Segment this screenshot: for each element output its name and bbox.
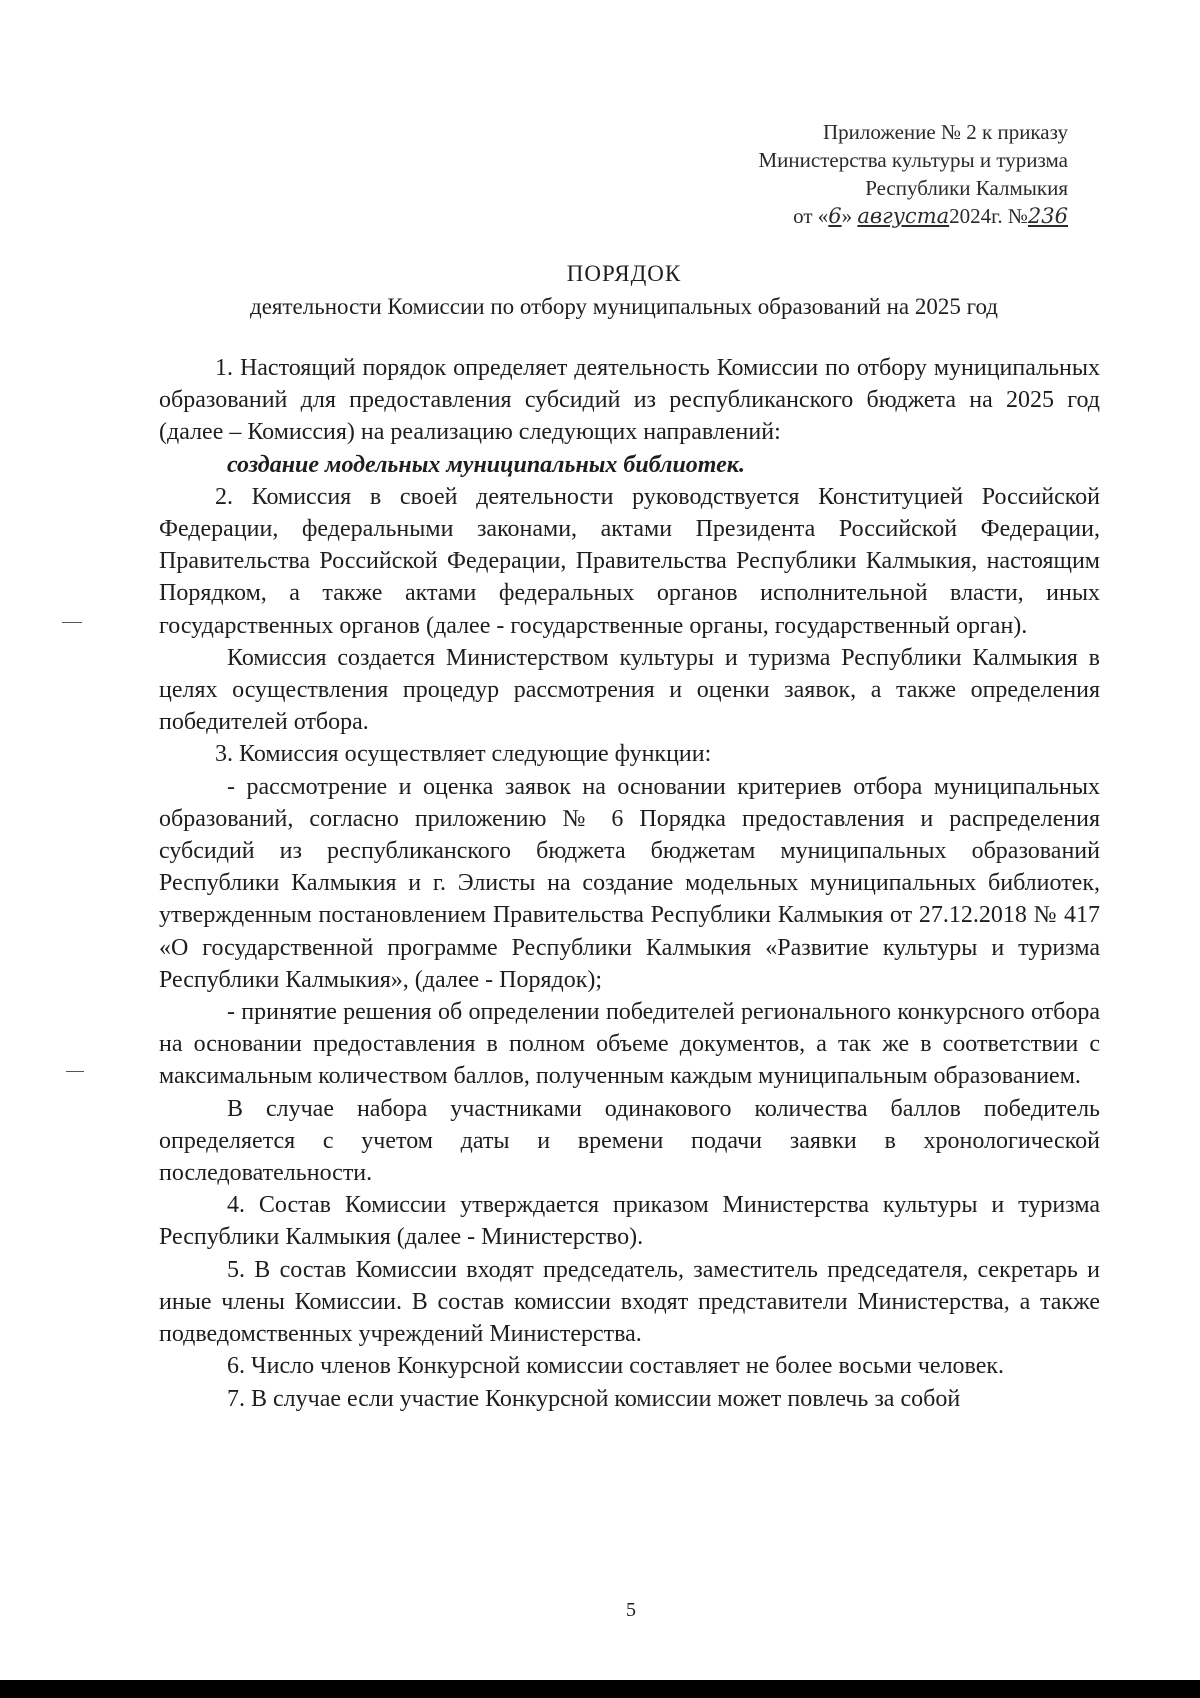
paragraph-3: 3. Комиссия осуществляет следующие функции:: [215, 741, 712, 768]
scan-bottom-border: [0, 1680, 1200, 1698]
paragraph-6: 6. Число членов Конкурсной комиссии составляет не более восьми человек.: [227, 1353, 1005, 1380]
document-body: [159, 352, 1100, 1415]
appendix-header: [758, 118, 1068, 230]
scan-mark: [66, 1071, 84, 1072]
header-line-2: Министерства культуры и туризма: [758, 148, 1068, 172]
order-number: 236: [1027, 204, 1068, 228]
paragraph-3c: В случае набора участниками одинакового количества баллов победитель определяется с учетом даты и времени подачи заявки в хронологической последовательности.: [159, 1095, 1100, 1187]
date-year: 2024г. №: [949, 204, 1028, 228]
scan-mark: [62, 622, 82, 623]
paragraph-7: 7. В случае если участие Конкурсной комиссии может повлечь за собой: [227, 1385, 961, 1412]
paragraph-1: 1. Настоящий порядок определяет деятельность Комиссии по отбору муниципальных образований для предоставления субсидий из республиканского бюджета на 2025 год (далее – Комиссия) на реализацию следующих направлений:: [159, 355, 1100, 446]
date-day: 6: [828, 204, 842, 228]
header-date-line: [758, 202, 1068, 230]
paragraph-3b: - принятие решения об определении победителей регионального конкурсного отбора на основании предоставления в полном объеме документов, а так же в соответствии с максимальным количеством баллов, полученным каждым муниципальным образованием.: [159, 999, 1100, 1090]
page-number: 5: [626, 1599, 636, 1621]
document-subtitle: деятельности Комиссии по отбору муниципальных образований на 2025 год: [250, 294, 998, 319]
header-line-1: Приложение № 2 к приказу: [823, 120, 1068, 144]
paragraph-4: 4. Состав Комиссии утверждается приказом Министерства культуры и туризма Республики Калмыкия (далее - Министерство).: [159, 1192, 1100, 1251]
paragraph-5: 5. В состав Комиссии входят председатель, заместитель председателя, секретарь и иные члены Комиссии. В состав комиссии входят представители Министерства, а также подведомственных учреждений Министерства.: [159, 1256, 1100, 1348]
header-line-3: Республики Калмыкия: [865, 176, 1068, 200]
paragraph-2: 2. Комиссия в своей деятельности руководствуется Конституцией Российской Федерации, федеральными законами, актами Президента Российской Федерации, Правительства Российской Федерации, Правительства Республики Калмыкия, настоящим Порядком, а также актами федеральных органов исполнительной власти, иных государственных органов (далее - государственные органы, государственный орган).: [159, 483, 1100, 639]
date-prefix: от «: [793, 204, 829, 228]
date-month: августа: [857, 204, 950, 228]
document-title: ПОРЯДОК: [566, 261, 682, 286]
paragraph-2b: Комиссия создается Министерством культуры и туризма Республики Калмыкия в целях осуществления процедур рассмотрения и оценки заявок, а также определения победителей отбора.: [159, 644, 1100, 736]
paragraph-1-item: создание модельных муниципальных библиотек.: [227, 451, 745, 478]
date-separator: »: [841, 204, 853, 228]
paragraph-3a: - рассмотрение и оценка заявок на основании критериев отбора муниципальных образований, согласно приложению № 6 Порядка предоставления и распределения субсидий из республиканского бюджета бюджетам муниципальных образований Республики Калмыкия и г. Элисты на создание модельных муниципальных библиотек, утвержденным постановлением Правительства Республики Калмыкия от 27.12.2018 № 417 «О государственной программе Республики Калмыкия «Развитие культуры и туризма Республики Калмыкия», (далее - Порядок);: [159, 773, 1100, 993]
